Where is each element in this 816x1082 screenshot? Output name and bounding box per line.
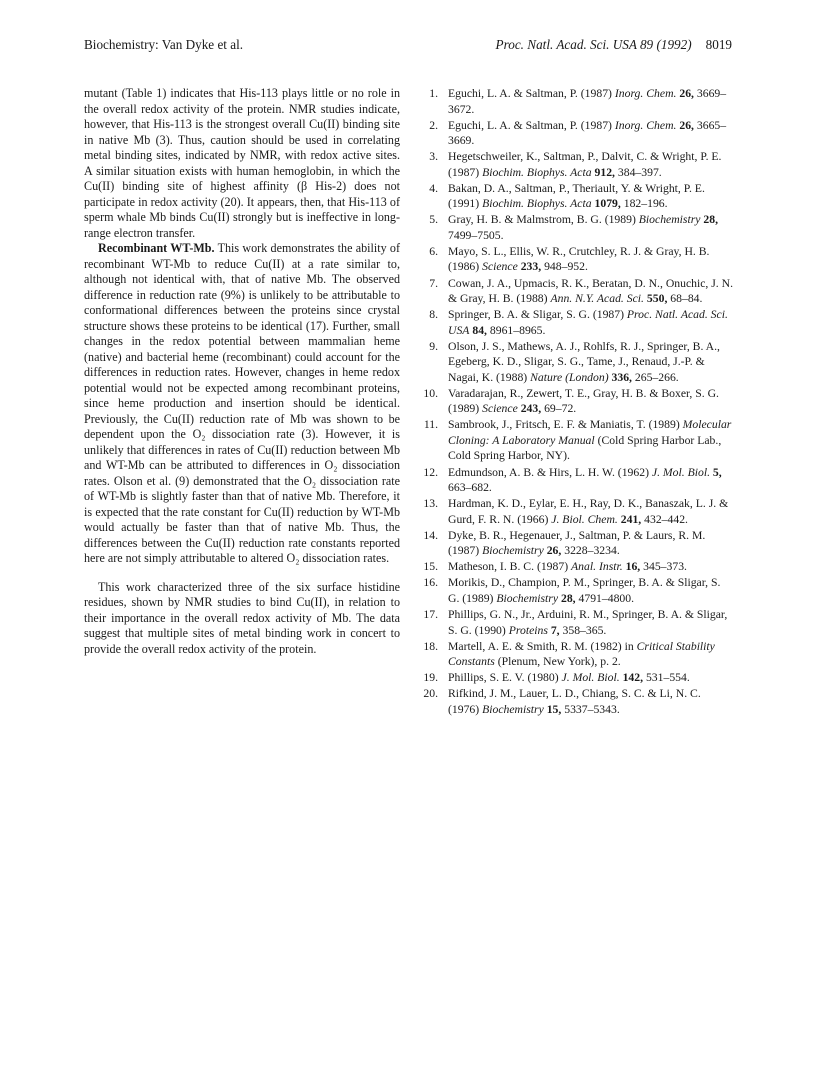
reference-journal: Science <box>482 260 518 274</box>
paragraph-recombinant-text: This work demonstrates the ability of recombinant WT-Mb to reduce Cu(II) at a rate similar to, although not identical with, that of native Mb. The observed difference in reduction rate (9%) is unlikely to be attributable to conformational differences between the proteins since crystal structure shows these proteins to be identical (17). Further, small changes in the redox potential between mammalian heme (native) and bacterial heme (recombinant) could account for the differences in reduction rates. However, changes in heme redox potential would not be expected among recombinant proteins, since heme production and insertion should be identical. Previously, the Cu(II) reduction rate of Mb was shown to be dependent upon the O₂ dissociation rate (3). However, it is unlikely that differences in rates of Cu(II) reduction between Mb and WT-Mb can be attributed to differences in O₂ dissociation rates. Olson et al. (9) demonstrated that the O₂ dissociation rate of WT-Mb is slightly faster than that of native Mb. Therefore, it is expected that the rate constant for Cu(II) reduction by WT-Mb would actually be faster than that of native Mb. Thus, the differences between the Cu(II) reduction rate constants reported here are not simply attributable to altered O₂ dissociation rates. <box>84 241 400 565</box>
reference-item <box>416 181 734 212</box>
reference-item <box>416 528 734 559</box>
reference-journal: Biochemistry <box>496 591 559 605</box>
reference-number: 18. <box>423 639 438 653</box>
reference-pages: (Cold Spring Harbor Lab., Cold Spring Harbor, NY). <box>448 433 722 463</box>
reference-pages: 358–365. <box>562 623 607 637</box>
reference-number: 10. <box>423 386 438 400</box>
reference-authors: Cowan, J. A., Upmacis, R. K., Beratan, D. N., Onuchic, J. N. & Gray, H. B. (1988) <box>448 276 734 306</box>
reference-journal: Biochim. Biophys. Acta <box>482 197 592 211</box>
reference-item <box>416 496 734 527</box>
reference-pages: 7499–7505. <box>448 228 504 242</box>
reference-journal: Biochemistry <box>482 544 544 558</box>
paragraph-his113: mutant (Table 1) indicates that His-113 plays little or no role in the overall redox activity of the protein. NMR studies indicate, however, that His-113 is the strongest overall Cu(II) binding site in native Mb (3). Thus, caution should be used in correlating metal binding sites, indicated by NMR, with redox active sites. A similar situation exists with human hemoglobin, in which the Cu(II) binding site of highest affinity (β His-2) does not participate in redox activity (20). It appears, then, that His-113 of sperm whale Mb binds Cu(II) strongly but is ineffective in long-range electron transfer. <box>84 86 400 240</box>
reference-authors: Dyke, B. R., Hegenauer, J., Saltman, P. & Laurs, R. M. (1987) <box>448 528 706 558</box>
reference-pages: 68–84. <box>670 292 703 306</box>
body-text-column <box>84 86 400 657</box>
reference-item <box>416 149 734 180</box>
reference-volume: 28, <box>560 591 576 605</box>
reference-item <box>416 417 734 464</box>
reference-authors: Varadarajan, R., Zewert, T. E., Gray, H. B. & Boxer, S. G. (1989) <box>448 386 719 416</box>
reference-number: 14. <box>423 528 438 542</box>
reference-journal: Science <box>482 402 518 416</box>
reference-authors: Olson, J. S., Mathews, A. J., Rohlfs, R. J., Springer, B. A., Egeberg, K. D., Sligar, S. G., Tame, J., Renaud, J.-P. & Nagai, K. (1988) <box>448 339 720 384</box>
reference-number: 1. <box>429 87 438 100</box>
reference-pages: 4791–4800. <box>578 591 635 605</box>
reference-pages: 265–266. <box>634 370 679 384</box>
reference-authors: Morikis, D., Champion, P. M., Springer, B. A. & Sligar, S. G. (1989) <box>448 576 721 605</box>
reference-pages: 3228–3234. <box>564 544 620 558</box>
reference-volume: 5, <box>712 465 722 479</box>
reference-journal: Inorg. Chem. <box>614 87 677 100</box>
reference-item <box>416 639 734 670</box>
reference-journal: J. Mol. Biol. <box>561 671 620 685</box>
reference-volume: 26, <box>679 87 694 100</box>
reference-authors: Phillips, S. E. V. (1980) <box>448 671 559 685</box>
header-journal-info <box>496 37 732 53</box>
reference-number: 2. <box>429 118 438 132</box>
reference-number: 6. <box>429 244 438 258</box>
reference-item <box>416 670 734 686</box>
reference-volume: 233, <box>520 260 542 274</box>
reference-authors: Springer, B. A. & Sligar, S. G. (1987) <box>448 308 624 322</box>
reference-journal: Proteins <box>508 623 548 637</box>
reference-item <box>416 559 734 575</box>
reference-authors: Mayo, S. L., Ellis, W. R., Crutchley, R. J. & Gray, H. B. (1986) <box>448 244 710 274</box>
reference-pages: 948–952. <box>544 260 588 274</box>
reference-journal: Anal. Instr. <box>571 560 623 574</box>
reference-pages: 182–196. <box>623 197 668 211</box>
reference-volume: 243, <box>520 402 542 416</box>
section-heading-recombinant: Recombinant WT-Mb. <box>98 241 215 255</box>
reference-item <box>416 465 734 496</box>
reference-pages: 384–397. <box>617 165 662 179</box>
reference-authors: Phillips, G. N., Jr., Arduini, R. M., Springer, B. A. & Sligar, S. G. (1990) <box>448 608 728 637</box>
reference-volume: 550, <box>646 292 668 306</box>
reference-number: 16. <box>423 576 438 590</box>
reference-authors: Sambrook, J., Fritsch, E. F. & Maniatis, T. (1989) <box>448 418 680 432</box>
reference-item <box>416 307 734 338</box>
reference-authors: Edmundson, A. B. & Hirs, L. H. W. (1962) <box>448 465 649 479</box>
reference-number: 15. <box>423 560 438 574</box>
reference-item <box>416 276 734 307</box>
reference-journal: Critical Stability Constants <box>448 639 715 669</box>
reference-pages: (Plenum, New York), p. 2. <box>497 655 621 669</box>
reference-number: 11. <box>423 418 438 432</box>
reference-authors: Eguchi, L. A. & Saltman, P. (1987) <box>448 118 612 132</box>
reference-number: 13. <box>423 497 438 511</box>
reference-item <box>416 607 734 638</box>
reference-number: 19. <box>423 671 438 685</box>
reference-journal: Ann. N.Y. Acad. Sci. <box>550 292 644 306</box>
reference-journal: Nature (London) <box>530 370 609 384</box>
reference-volume: 241, <box>620 512 642 526</box>
reference-number: 12. <box>423 465 438 479</box>
reference-volume: 16, <box>625 560 641 574</box>
reference-journal: Biochemistry <box>638 213 701 227</box>
reference-authors: Bakan, D. A., Saltman, P., Theriault, Y. & Wright, P. E. (1991) <box>448 181 705 211</box>
reference-item <box>416 686 734 717</box>
reference-item <box>416 575 734 606</box>
reference-pages: 432–442. <box>644 512 688 526</box>
reference-pages: 663–682. <box>448 481 492 495</box>
reference-volume: 26, <box>679 118 694 132</box>
page-number: 8019 <box>705 37 732 52</box>
reference-journal: Biochim. Biophys. Acta <box>482 165 592 179</box>
reference-journal: Proc. Natl. Acad. Sci. USA <box>448 308 728 337</box>
reference-item <box>416 386 734 417</box>
reference-volume: 912, <box>594 165 615 179</box>
reference-pages: 531–554. <box>645 671 690 685</box>
paragraph-conclusion: This work characterized three of the six surface histidine residues, shown by NMR studies to bind Cu(II), in relation to their importance in the overall redox activity of Mb. The data suggest that multiple sites of metal binding work in concert to provide the overall redox activity of the protein. <box>84 579 400 656</box>
reference-number: 7. <box>429 276 438 290</box>
reference-volume: 28, <box>703 213 718 227</box>
reference-number: 3. <box>429 150 438 164</box>
reference-item <box>416 212 734 243</box>
reference-volume: 336, <box>611 370 632 384</box>
reference-volume: 15, <box>546 702 562 716</box>
reference-pages: 5337–5343. <box>564 702 620 716</box>
header-journal: Proc. Natl. Acad. Sci. USA 89 (1992) <box>495 37 692 52</box>
reference-authors: Martell, A. E. & Smith, R. M. (1982) in <box>448 639 634 653</box>
reference-pages: 8961–8965. <box>489 323 546 337</box>
reference-item <box>416 86 734 117</box>
reference-volume: 7, <box>550 623 560 637</box>
reference-journal: J. Biol. Chem. <box>551 512 618 526</box>
reference-number: 4. <box>429 181 438 195</box>
reference-authors: Gray, H. B. & Malmstrom, B. G. (1989) <box>448 213 636 227</box>
reference-authors: Hegetschweiler, K., Saltman, P., Dalvit, C. & Wright, P. E. (1987) <box>448 150 722 179</box>
reference-number: 8. <box>429 308 438 322</box>
reference-authors: Matheson, I. B. C. (1987) <box>448 560 569 574</box>
reference-volume: 84, <box>472 323 487 337</box>
reference-number: 5. <box>429 213 438 227</box>
reference-journal: Biochemistry <box>482 702 544 716</box>
running-header <box>84 37 732 57</box>
reference-journal: J. Mol. Biol. <box>651 465 710 479</box>
reference-journal: Molecular Cloning: A Laboratory Manual <box>448 418 732 447</box>
reference-authors: Hardman, K. D., Eylar, E. H., Ray, D. K., Banaszak, L. J. & Gurd, F. R. N. (1966) <box>448 497 729 526</box>
reference-number: 20. <box>423 687 438 701</box>
reference-list <box>416 86 734 718</box>
reference-number: 17. <box>423 608 438 621</box>
reference-volume: 26, <box>546 544 562 558</box>
reference-item <box>416 244 734 275</box>
header-section-authors: Biochemistry: Van Dyke et al. <box>84 37 244 52</box>
reference-authors: Rifkind, J. M., Lauer, L. D., Chiang, S. C. & Li, N. C. (1976) <box>448 687 701 716</box>
reference-pages: 3669–3672. <box>448 87 727 116</box>
reference-pages: 345–373. <box>643 560 687 574</box>
paragraph-recombinant-wt-mb <box>84 241 400 567</box>
reference-journal: Inorg. Chem. <box>614 118 677 132</box>
reference-number: 9. <box>429 339 438 353</box>
reference-volume: 1079, <box>594 197 621 211</box>
reference-volume: 142, <box>622 671 644 685</box>
reference-item <box>416 339 734 386</box>
reference-pages: 69–72. <box>544 402 577 416</box>
reference-pages: 3665–3669. <box>448 118 727 148</box>
reference-item <box>416 118 734 149</box>
reference-authors: Eguchi, L. A. & Saltman, P. (1987) <box>448 87 612 100</box>
